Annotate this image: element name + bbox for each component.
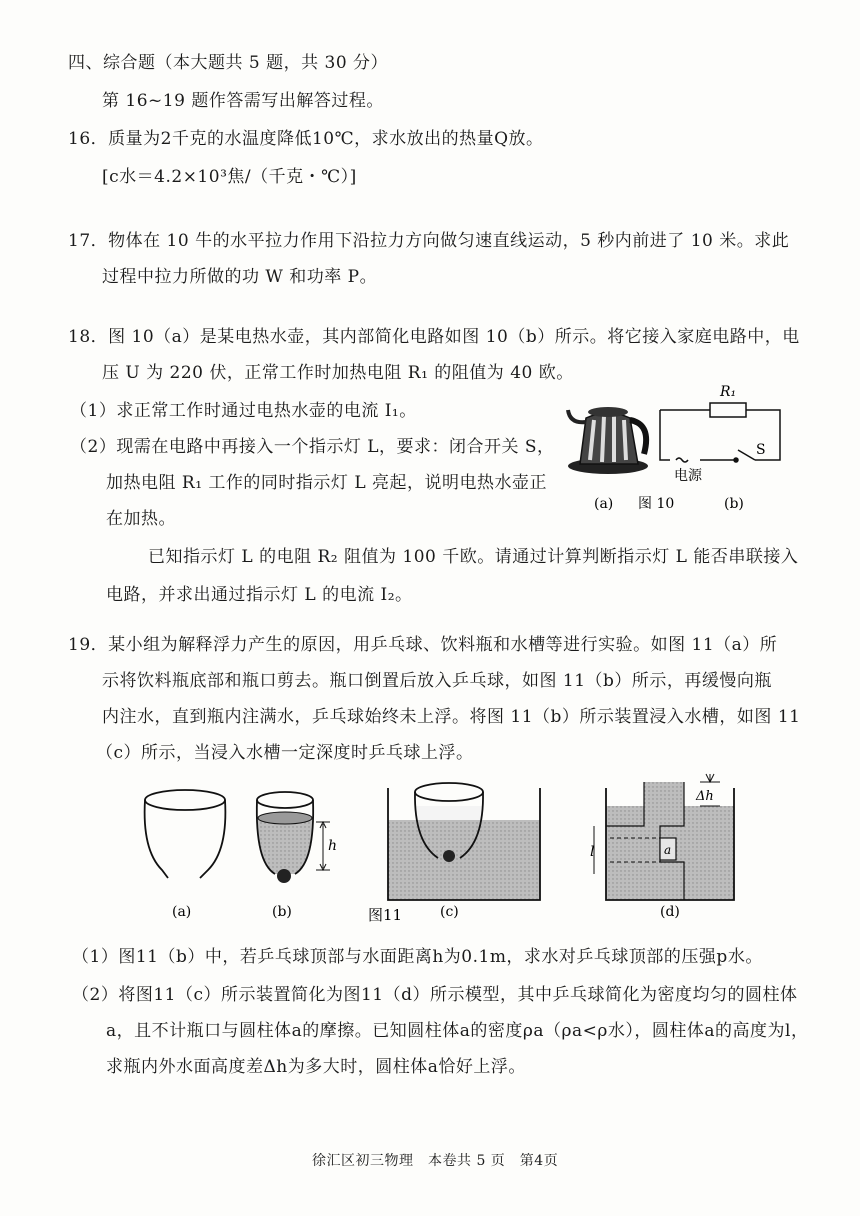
q17-line1: 17．物体在 10 牛的水平拉力作用下沿拉力方向做匀速直线运动，5 秒内前进了 10 米。求此 xyxy=(68,231,790,251)
fig11-sub-a: (a) xyxy=(172,904,192,920)
fig11-sub-c: (c) xyxy=(440,904,459,920)
q16-line2: [c水＝4.2×10³焦/（千克・℃）] xyxy=(102,167,357,187)
fig10-caption-b: (b) xyxy=(724,496,744,512)
q19-part1: （1）图11（b）中，若乒乓球顶部与水面距离h为0.1m，求水对乒乓球顶部的压强p水。 xyxy=(72,947,763,967)
q19-line2: 示将饮料瓶底部和瓶口剪去。瓶口倒置后放入乒乓球，如图 11（b）所示，再缓慢向瓶 xyxy=(102,671,772,691)
q18-line1: 18．图 10（a）是某电热水壶，其内部简化电路如图 10（b）所示。将它接入家庭电路中，电 xyxy=(68,327,800,347)
fig11-sub-d: (d) xyxy=(660,904,680,920)
q18-part1: （1）求正常工作时通过电热水壶的电流 I₁。 xyxy=(70,401,417,421)
kettle-image xyxy=(568,407,648,474)
fig10-caption: 图 10 xyxy=(638,496,675,512)
q19-line1: 19．某小组为解释浮力产生的原因，用乒乓球、饮料瓶和水槽等进行实验。如图 11（a）所 xyxy=(68,635,778,655)
source-label: 电源 xyxy=(674,468,702,484)
q19-line3: 内注水，直到瓶内注满水，乒乓球始终未上浮。将图 11（b）所示装置浸入水槽，如图 11 xyxy=(102,707,801,727)
fig11-sub-b: (b) xyxy=(272,904,292,920)
section-heading: 四、综合题（本大题共 5 题，共 30 分） xyxy=(68,53,389,73)
fig11b-bottle xyxy=(257,792,330,883)
q18-part2-line4: 已知指示灯 L 的电阻 R₂ 阻值为 100 千欧。请通过计算判断指示灯 L 能否串联接入 xyxy=(148,547,799,567)
page-footer: 徐汇区初三物理 本卷共 5 页 第4页 xyxy=(312,1153,559,1169)
q17-line2: 过程中拉力所做的功 W 和功率 P。 xyxy=(102,267,378,287)
dh-label: Δh xyxy=(696,789,714,804)
resistor-label: R₁ xyxy=(720,384,737,400)
fig11c-tank xyxy=(388,783,540,900)
q18-part2-line3: 在加热。 xyxy=(106,509,176,529)
q19-line4: （c）所示，当浸入水槽一定深度时乒乓球上浮。 xyxy=(96,743,474,763)
section-instruction: 第 16~19 题作答需写出解答过程。 xyxy=(102,91,384,111)
figure-11 xyxy=(0,770,860,930)
q19-part2-line1: （2）将图11（c）所示装置简化为图11（d）所示模型，其中乒乓球简化为密度均匀的圆柱体 xyxy=(72,985,798,1005)
a-label: a xyxy=(664,843,672,857)
q16-line1: 16．质量为2千克的水温度降低10℃，求水放出的热量Q放。 xyxy=(68,129,544,149)
q18-line2: 压 U 为 220 伏，正常工作时加热电阻 R₁ 的阻值为 40 欧。 xyxy=(102,363,574,383)
fig11-caption: 图11 xyxy=(368,906,403,924)
q18-part2-line5: 电路，并求出通过指示灯 L 的电流 I₂。 xyxy=(106,585,413,605)
l-label: l xyxy=(590,844,595,860)
fig10-caption-a: (a) xyxy=(594,496,614,512)
switch-label: S xyxy=(756,442,766,458)
figure-10 xyxy=(560,380,790,520)
q18-part2-line1: （2）现需在电路中再接入一个指示灯 L，要求：闭合开关 S， xyxy=(70,437,555,457)
q18-part2-line2: 加热电阻 R₁ 工作的同时指示灯 L 亮起，说明电热水壶正 xyxy=(106,473,548,493)
fig11a-bottle xyxy=(145,790,226,878)
q19-part2-line3: 求瓶内外水面高度差Δh为多大时，圆柱体a恰好上浮。 xyxy=(106,1057,526,1077)
q19-part2-line2: a，且不计瓶口与圆柱体a的摩擦。已知圆柱体a的密度ρa（ρa<ρ水），圆柱体a的高度为l， xyxy=(106,1021,809,1041)
h-label: h xyxy=(328,838,338,854)
